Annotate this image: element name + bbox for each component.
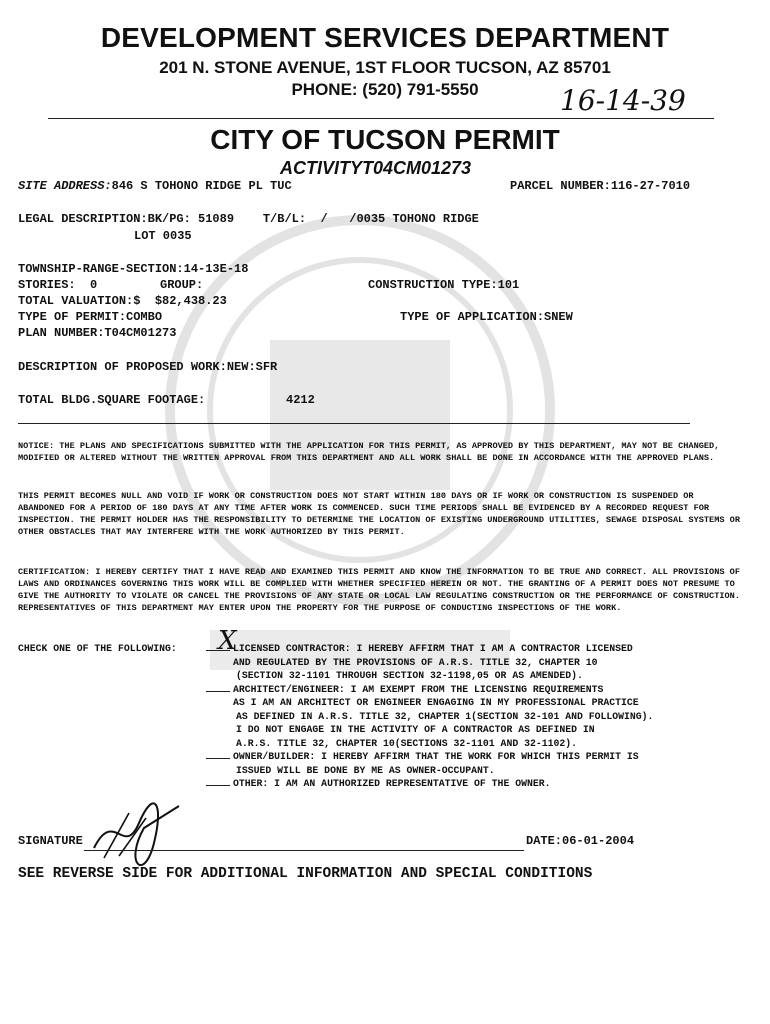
option-text: AND REGULATED BY THE PROVISIONS OF A.R.S. TITLE 32, CHAPTER 10 bbox=[233, 656, 598, 668]
parcel-label: PARCEL NUMBER: bbox=[510, 179, 611, 193]
certification-paragraph: CERTIFICATION: I HEREBY CERTIFY THAT I HAVE READ AND EXAMINED THIS PERMIT AND KNOW THE INFORMATION TO BE TRUE AND CORRECT. ALL PROVISIONS OF LAWS AND ORDINANCES GOVERNING THIS WORK WILL BE COMPLIED WITH WHETHER SPECIFIED HEREIN OR NOT. THE GRANTING OF A PERMIT DOES NOT PRESUME TO GIVE THE AUTHORITY TO VIOLATE OR CANCEL THE PROVISIONS OF ANY STATE OR LOCAL LAW REGULATING CONSTRUCTION OR THE PERFORMANCE OF CONSTRUCTION. REPRESENTATIVES OF THIS DEPARTMENT MAY ENTER UPON THE PROPERTY FOR THE PURPOSE OF CONDUCTING INSPECTIONS OF THE WORK. bbox=[18, 567, 740, 613]
parcel-value: 116-27-7010 bbox=[610, 179, 691, 193]
option-text: AS I AM AN ARCHITECT OR ENGINEER ENGAGING IN MY PROFESSIONAL PRACTICE bbox=[233, 697, 639, 708]
legal-lot: LOT 0035 bbox=[134, 229, 192, 243]
square-footage-label: TOTAL BLDG.SQUARE FOOTAGE: bbox=[18, 393, 206, 407]
activity-id: ACTIVITYT04CM01273 bbox=[280, 158, 472, 178]
site-address-value: 846 S TOHONO RIDGE PL TUC bbox=[111, 179, 292, 193]
selected-checkmark: X bbox=[218, 626, 237, 656]
option-licensed-contractor[interactable] bbox=[206, 642, 653, 656]
signature-scrawl bbox=[84, 798, 194, 868]
work-description: DESCRIPTION OF PROPOSED WORK:NEW:SFR bbox=[18, 360, 278, 374]
void-paragraph: THIS PERMIT BECOMES NULL AND VOID IF WORK OR CONSTRUCTION DOES NOT START WITHIN 180 DAYS OR IF WORK OR CONSTRUCTION IS SUSPENDED OR ABANDONED FOR A PERIOD OF 180 DAYS AT ANY TIME AFTER WORK IS COMMENCED. SUCH TIME PERIODS SHALL BE EVIDENCED BY A RECORDED REQUEST FOR INSPECTION. THE PERMIT HOLDER HAS THE RESPONSIBILITY TO DETERMINE THE LOCATION OF EXISTING UNDERGROUND UTILITIES, SEWAGE DISPOSAL SYSTEMS OR OTHER OBSTACLES THAT MAY INTERFERE WITH THE WORK AUTHORIZED BY THIS PERMIT. bbox=[18, 491, 740, 537]
signature-label: SIGNATURE bbox=[18, 834, 83, 848]
construction-type: CONSTRUCTION TYPE:101 bbox=[368, 278, 520, 292]
option-text: OWNER/BUILDER: I HEREBY AFFIRM THAT THE WORK FOR WHICH THIS PERMIT IS bbox=[233, 751, 639, 762]
option-text: I DO NOT ENGAGE IN THE ACTIVITY OF A CONTRACTOR AS DEFINED IN bbox=[236, 724, 595, 735]
legal-description: LEGAL DESCRIPTION:BK/PG: 51089 T/B/L: / /0035 TOHONO RIDGE bbox=[18, 212, 479, 226]
permit-type: TYPE OF PERMIT:COMBO bbox=[18, 310, 163, 324]
option-text: (SECTION 32-1101 THROUGH SECTION 32-1198,05 OR AS AMENDED). bbox=[236, 670, 583, 681]
checkbox-line[interactable] bbox=[206, 691, 230, 692]
total-valuation: TOTAL VALUATION:$ $82,438.23 bbox=[18, 294, 227, 308]
option-architect-engineer[interactable] bbox=[206, 683, 653, 697]
application-type: TYPE OF APPLICATION:SNEW bbox=[400, 310, 573, 324]
square-footage-value: 4212 bbox=[286, 393, 315, 407]
handwritten-number: 16-14-39 bbox=[560, 84, 686, 117]
department-address: 201 N. STONE AVENUE, 1ST FLOOR TUCSON, AZ 85701 bbox=[159, 58, 611, 77]
option-text: ARCHITECT/ENGINEER: I AM EXEMPT FROM THE LICENSING REQUIREMENTS bbox=[233, 683, 604, 695]
option-text: AS DEFINED IN A.R.S. TITLE 32, CHAPTER 1(SECTION 32-101 AND FOLLOWING). bbox=[236, 710, 654, 722]
signature-date: DATE:06-01-2004 bbox=[526, 834, 635, 848]
checkbox-line[interactable] bbox=[206, 650, 230, 651]
option-text: LICENSED CONTRACTOR: I HEREBY AFFIRM THAT I AM A CONTRACTOR LICENSED bbox=[233, 643, 633, 654]
checkbox-line[interactable] bbox=[206, 785, 230, 786]
department-phone: PHONE: (520) 791-5550 bbox=[291, 80, 479, 99]
fields-divider bbox=[18, 423, 690, 424]
reverse-side-note: SEE REVERSE SIDE FOR ADDITIONAL INFORMATION AND SPECIAL CONDITIONS bbox=[18, 866, 593, 882]
header-divider bbox=[48, 118, 714, 119]
notice-paragraph: NOTICE: THE PLANS AND SPECIFICATIONS SUBMITTED WITH THE APPLICATION FOR THIS PERMIT, AS APPROVED BY THIS DEPARTMENT, MAY NOT BE CHANGED, MODIFIED OR ALTERED WITHOUT THE WRITTEN APPROVAL FROM THIS DEPARTMENT AND ALL WORK SHALL BE DONE IN ACCORDANCE WITH THE APPROVED PLANS. bbox=[18, 441, 720, 463]
checkbox-line[interactable] bbox=[206, 758, 230, 759]
permit-title: CITY OF TUCSON PERMIT bbox=[210, 124, 560, 155]
site-address-label: SITE ADDRESS: bbox=[18, 179, 112, 193]
group: GROUP: bbox=[160, 278, 204, 292]
signature-line bbox=[84, 850, 524, 851]
option-text: ISSUED WILL BE DONE BY ME AS OWNER-OCCUPANT. bbox=[236, 764, 495, 776]
township-range-section: TOWNSHIP-RANGE-SECTION:14-13E-18 bbox=[18, 262, 249, 276]
stories: STORIES: 0 bbox=[18, 278, 98, 292]
option-text: A.R.S. TITLE 32, CHAPTER 10(SECTIONS 32-1101 AND 32-1102). bbox=[236, 737, 577, 749]
check-one-label: CHECK ONE OF THE FOLLOWING: bbox=[18, 643, 177, 654]
option-other[interactable] bbox=[206, 777, 653, 791]
option-text: OTHER: I AM AN AUTHORIZED REPRESENTATIVE OF THE OWNER. bbox=[233, 778, 551, 789]
plan-number: PLAN NUMBER:T04CM01273 bbox=[18, 326, 177, 340]
option-owner-builder[interactable] bbox=[206, 750, 653, 764]
department-name: DEVELOPMENT SERVICES DEPARTMENT bbox=[100, 22, 670, 53]
